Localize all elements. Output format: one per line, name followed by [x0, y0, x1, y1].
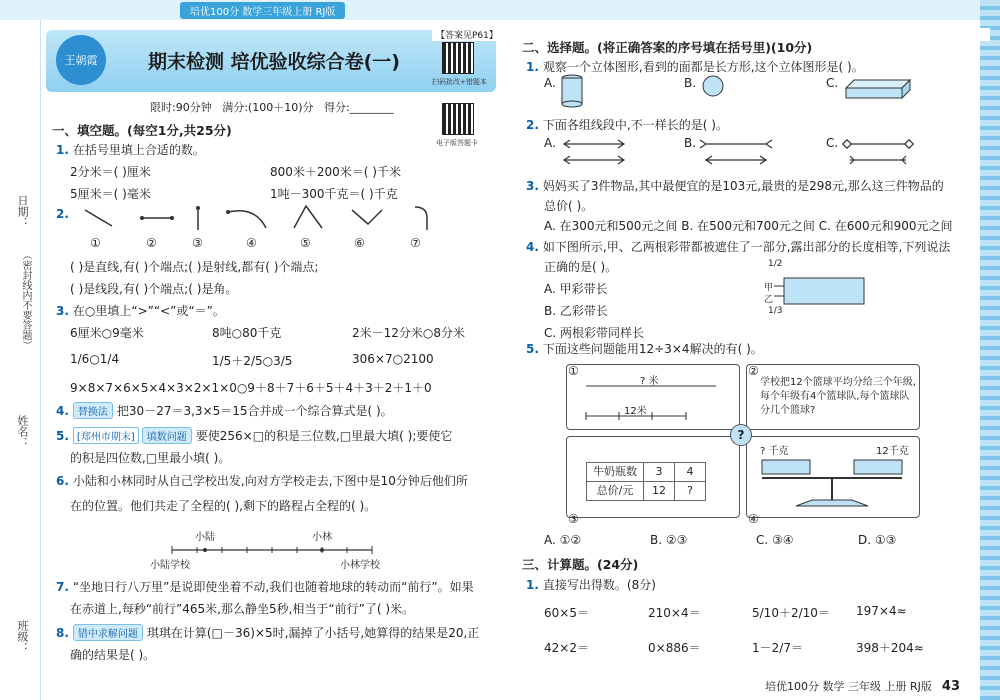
calc-r2-b: 0×886＝: [648, 641, 701, 655]
section-fill-title: 一、填空题。(每空1分,共25分): [52, 123, 232, 138]
c-q4-text: 4. 如下图所示,甲、乙两根彩带都被遮住了一部分,露出部分的长度相等,下列说法: [526, 240, 951, 254]
date-label: 日期：: [16, 195, 29, 228]
seal-note: （密封线内不要答题）: [20, 250, 31, 350]
c-q5-table-r1c3: 4: [674, 462, 706, 482]
q3b: 8吨○80千克: [212, 326, 282, 340]
c-q2-opt-c: C.: [826, 136, 839, 150]
c-q5-num-1: ①: [568, 364, 579, 378]
c-q2-segments: [560, 132, 960, 166]
section-choice-title: 二、选择题。(将正确答案的序号填在括号里)(10分): [522, 40, 813, 55]
q5-text-b: 的积是四位数,□里最小填( )。: [70, 451, 231, 465]
class-label: 班级：: [16, 620, 29, 653]
c-q4-text-b: 正确的是( )。: [544, 260, 618, 274]
q3a: 6厘米○9毫米: [70, 326, 144, 340]
q2-label-4: ④: [246, 236, 257, 250]
q5-text: 5. [郑州市期末] 填数问题 要使256×□的积是三位数,□里最大填( );要使它: [56, 429, 453, 443]
binding-strip: [0, 20, 41, 700]
qr-note-1: 扫码批改+错题本: [432, 78, 487, 86]
c-q4-opt-a: A. 甲彩带长: [544, 282, 608, 296]
q3c: 2米－12分米○8分米: [352, 326, 466, 340]
calc-r2-d: 398＋204≈: [856, 641, 924, 655]
top-bar: [0, 0, 1000, 20]
c-q5-opt-c: C. ③④: [756, 533, 794, 547]
exam-title: 期末检测 培优验收综合卷(一): [148, 51, 400, 73]
c-q5-scale-figure: [756, 456, 916, 510]
q2-label-7: ⑦: [410, 236, 421, 250]
c-q5-table-r2c3: ?: [674, 481, 706, 501]
c-q1-opt-a: A.: [544, 76, 556, 90]
calc-q1-text: 1. 直接写出得数。(8分): [526, 578, 656, 592]
c-q5-num-4: ④: [748, 512, 759, 526]
top-tag: 培优100分 数学三年级上册 RJ版: [180, 2, 345, 19]
q6-text-b: 在的位置。他们共走了全程的( ),剩下的路程占全程的( )。: [70, 499, 377, 513]
score-field: 得分:________: [324, 101, 394, 114]
c-q2-text: 2. 下面各组线段中,不一样长的是( )。: [526, 118, 728, 132]
calc-r1-a: 60×5＝: [544, 606, 589, 620]
calc-r1-d: 197×4≈: [856, 604, 907, 618]
c-q5-basketball-text: 学校把12个篮球平均分给三个年级,每个年级有4个篮球队,每个篮球队分几个篮球?: [760, 377, 916, 416]
c-q5-unknown-meters: ? 米: [640, 376, 659, 387]
c-q2-opt-a: A.: [544, 136, 556, 150]
q2-label-1: ①: [90, 236, 101, 250]
q3-text: 3. 在○里填上“>”“<”或“＝”。: [56, 304, 225, 318]
q6-label-school-lin: 小林学校: [340, 560, 380, 571]
c-q3-text-b: 总价( )。: [544, 199, 594, 213]
q8-text-b: 确的结果是( )。: [70, 648, 156, 662]
c-q5-12-kg: 12千克: [876, 446, 909, 457]
q2-text-a: ( )是直线,有( )个端点;( )是射线,都有( )个端点;: [70, 260, 319, 274]
c-q1-text: 1. 观察一个立体图形,看到的面都是长方形,这个立体图形是( )。: [526, 60, 864, 74]
footer-text: 培优100分 数学 三年级 上册 RJ版: [765, 680, 932, 693]
q6-label-xiaolu: 小陆: [195, 532, 215, 543]
calc-r1-c: 5/10＋2/10＝: [752, 606, 830, 620]
q6-label-school-lu: 小陆学校: [150, 560, 190, 571]
q2-label-5: ⑤: [300, 236, 311, 250]
q2-label-3: ③: [192, 236, 203, 250]
exam-header: [46, 30, 496, 92]
q7-text: 7. “坐地日行八万里”是说即使坐着不动,我们也随着地球的转动而“前行”。如果: [56, 580, 474, 594]
c-q1-shapes: [560, 74, 960, 108]
c-q5-12-meters: 12米: [624, 406, 647, 417]
c-q5-unknown-kg: ? 千克: [760, 446, 789, 457]
c-q5-num-3: ③: [568, 512, 579, 526]
section-calc-title: 三、计算题。(24分): [522, 557, 639, 572]
c-q5-opt-d: D. ①③: [858, 533, 897, 547]
c-q4-opt-b: B. 乙彩带长: [544, 304, 608, 318]
full-score: 满分:(100＋10)分: [222, 101, 314, 114]
c-q5-table-r1c1: 牛奶瓶数: [586, 462, 644, 482]
q1-text: 1. 在括号里填上合适的数。: [56, 143, 205, 157]
q2-number: 2.: [56, 207, 69, 221]
q3g: 9×8×7×6×5×4×3×2×1×0○9＋8＋7＋6＋5＋4＋3＋2＋1＋0: [70, 381, 432, 395]
brand-logo: 王朝霞: [56, 35, 106, 85]
q2-label-2: ②: [146, 236, 157, 250]
c-q5-table-r2c1: 总价/元: [586, 481, 644, 501]
c-q4-ribbons: [762, 262, 872, 326]
page-footer: [765, 678, 960, 694]
c-q5-question-badge: ?: [730, 424, 752, 446]
c-q5-text: 5. 下面这些问题能用12÷3×4解决的有( )。: [526, 342, 763, 356]
c-q5-table-r1c2: 3: [643, 462, 675, 482]
c-q2-opt-b: B.: [684, 136, 697, 150]
q1a: 2分米＝( )厘米: [70, 165, 151, 179]
calc-r2-c: 1－2/7＝: [752, 641, 803, 655]
q2-figures: [70, 202, 450, 234]
q4-text: 4. 替换法 把30－27＝3,3×5＝15合并成一个综合算式是( )。: [56, 404, 393, 418]
name-label: 姓名：: [16, 415, 29, 448]
q8-text: 8. 错中求解问题 琪琪在计算(□－36)×5时,漏掉了小括号,她算得的结果是20,正: [56, 626, 480, 640]
c-q5-num-2: ②: [748, 364, 759, 378]
exam-meta: [150, 99, 394, 115]
c-q1-opt-c: C.: [826, 76, 839, 90]
q7-text-b: 在赤道上,每秒“前行”465米,那么静坐5秒,相当于“前行”了( )米。: [70, 602, 415, 616]
c-q5-table-r2c2: 12: [643, 481, 675, 501]
q3f: 306×7○2100: [352, 352, 434, 366]
q2-text-b: ( )是线段,有( )个端点;( )是角。: [70, 282, 238, 296]
right-edge-decoration: [980, 0, 1000, 700]
c-q5-opt-b: B. ②③: [650, 533, 688, 547]
c-q4-opt-c: C. 两根彩带同样长: [544, 326, 645, 340]
q1b: 800米＋200米＝( )千米: [270, 165, 401, 179]
c-q3-text: 3. 妈妈买了3件物品,其中最便宜的是103元,最贵的是298元,那么这三件物品的: [526, 179, 944, 193]
qr-code-icon: [442, 103, 474, 135]
c-q4-yi: 乙: [764, 295, 774, 305]
c-q4-jia: 甲: [764, 283, 774, 293]
q2-label-6: ⑥: [354, 236, 365, 250]
c-q3-options: A. 在300元和500元之间 B. 在500元和700元之间 C. 在600元和900元之间: [544, 219, 953, 233]
q6-route-figure: [150, 528, 390, 558]
c-q4-frac-half: 1/2: [768, 259, 783, 269]
q6-label-xiaolin: 小林: [312, 532, 332, 543]
qr-code-icon: [442, 42, 474, 74]
c-q5-opt-a: A. ①②: [544, 533, 582, 547]
calc-r1-b: 210×4＝: [648, 606, 701, 620]
q6-text: 6. 小陆和小林同时从自己学校出发,向对方学校走去,下图中是10分钟后他们所: [56, 474, 468, 488]
c-q4-frac-third: 1/3: [768, 306, 783, 316]
answer-ref: 【答案见P61】: [432, 28, 990, 41]
qr-note-2: 电子版答题卡: [436, 139, 478, 147]
c-q1-opt-b: B.: [684, 76, 697, 90]
q3e: 1/5＋2/5○3/5: [212, 354, 293, 368]
page-number: 43: [941, 679, 960, 694]
time-limit: 限时:90分钟: [150, 101, 212, 114]
q1c: 5厘米＝( )毫米: [70, 187, 151, 201]
q3d: 1/6○1/4: [70, 352, 120, 366]
q1d: 1吨－300千克＝( )千克: [270, 187, 398, 201]
calc-r2-a: 42×2＝: [544, 641, 589, 655]
